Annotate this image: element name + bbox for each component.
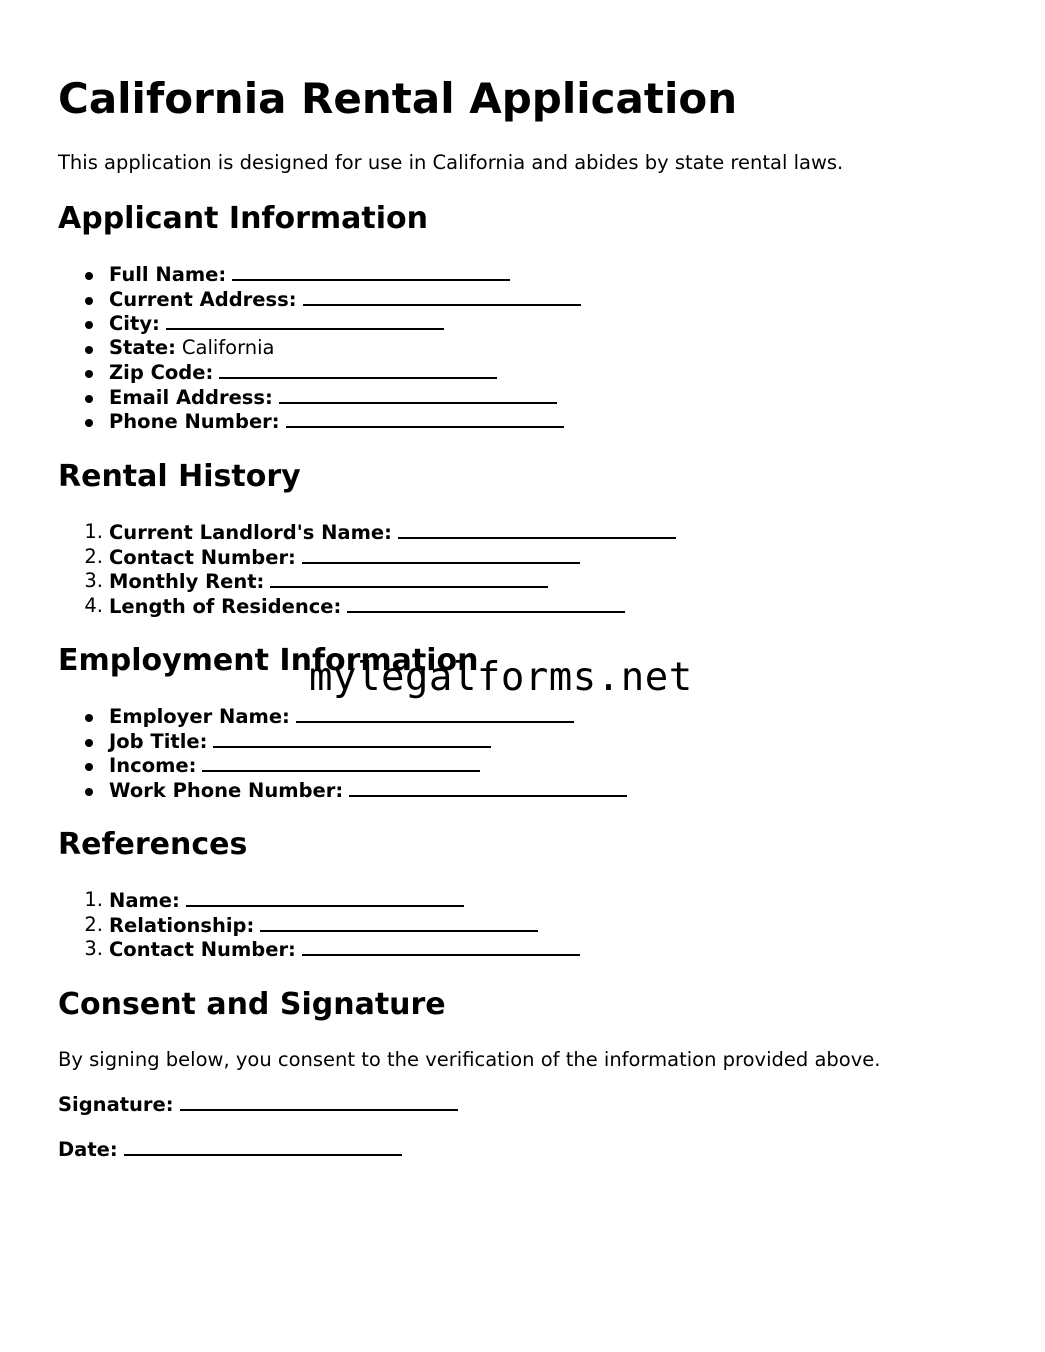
field-label: Relationship:	[109, 913, 255, 937]
date-label: Date:	[58, 1138, 118, 1161]
signature-label: Signature:	[58, 1093, 174, 1116]
field-label: City:	[109, 312, 160, 335]
bullet-icon	[85, 346, 93, 354]
field-label: Contact Number:	[109, 938, 296, 961]
field-monthly-rent	[58, 569, 676, 594]
rental-history-heading: Rental History	[58, 459, 301, 494]
field-label: Current Address:	[109, 287, 297, 311]
bullet-icon	[85, 370, 93, 378]
field-email-address	[58, 385, 581, 410]
job-title-blank[interactable]	[213, 729, 491, 748]
bullet-icon	[85, 395, 93, 403]
full-name-blank[interactable]	[232, 262, 510, 281]
reference-name-blank[interactable]	[186, 888, 464, 907]
email-address-blank[interactable]	[279, 385, 557, 404]
bullet-icon	[85, 321, 93, 329]
field-label: Contact Number:	[109, 545, 296, 569]
field-work-phone-number	[58, 778, 627, 803]
zip-code-blank[interactable]	[219, 360, 497, 379]
field-state	[58, 336, 581, 361]
income-blank[interactable]	[202, 753, 480, 772]
field-label: Full Name:	[109, 263, 227, 286]
list-number: 2.	[84, 544, 103, 568]
date-blank[interactable]	[124, 1137, 402, 1156]
field-length-of-residence	[58, 594, 676, 619]
field-city	[58, 311, 581, 336]
landlord-contact-blank[interactable]	[302, 545, 580, 564]
rental-history-fields	[58, 520, 676, 618]
bullet-icon	[85, 272, 93, 280]
length-of-residence-blank[interactable]	[347, 594, 625, 613]
consent-heading: Consent and Signature	[58, 987, 446, 1022]
landlord-name-blank[interactable]	[398, 520, 676, 539]
field-label: Income:	[109, 754, 197, 777]
current-address-blank[interactable]	[303, 287, 581, 306]
list-number: 3.	[84, 569, 103, 592]
list-number: 2.	[84, 912, 103, 936]
state-value: California	[181, 335, 275, 359]
bullet-icon	[85, 714, 93, 722]
bullet-icon	[85, 297, 93, 305]
field-label: Current Landlord's Name:	[109, 521, 392, 544]
consent-text: By signing below, you consent to the verification of the information provided above.	[58, 1048, 881, 1071]
field-contact-number	[58, 545, 676, 570]
applicant-fields	[58, 262, 581, 434]
document-title: California Rental Application	[58, 74, 738, 123]
field-landlord-name	[58, 520, 676, 545]
field-label: State:	[109, 335, 176, 359]
field-label: Job Title:	[109, 729, 208, 753]
field-zip-code	[58, 360, 581, 385]
field-label: Monthly Rent:	[109, 570, 265, 593]
bullet-icon	[85, 739, 93, 747]
references-heading: References	[58, 827, 248, 862]
phone-number-blank[interactable]	[286, 409, 564, 428]
field-reference-name	[58, 888, 580, 913]
field-income	[58, 753, 627, 778]
field-reference-relationship	[58, 913, 580, 938]
employer-name-blank[interactable]	[296, 704, 574, 723]
list-number: 4.	[84, 593, 103, 617]
reference-relationship-blank[interactable]	[260, 913, 538, 932]
date-row	[58, 1137, 402, 1163]
field-label: Zip Code:	[109, 361, 214, 384]
reference-contact-blank[interactable]	[302, 937, 580, 956]
bullet-icon	[85, 788, 93, 796]
references-fields	[58, 888, 580, 962]
city-blank[interactable]	[166, 311, 444, 330]
field-job-title	[58, 729, 627, 754]
monthly-rent-blank[interactable]	[270, 569, 548, 588]
employment-fields	[58, 704, 627, 802]
field-reference-contact	[58, 937, 580, 962]
field-label: Email Address:	[109, 385, 273, 409]
field-label: Phone Number:	[109, 410, 280, 433]
work-phone-blank[interactable]	[349, 778, 627, 797]
field-phone-number	[58, 409, 581, 434]
field-label: Employer Name:	[109, 705, 290, 728]
field-label: Length of Residence:	[109, 594, 342, 618]
list-number: 1.	[84, 520, 103, 543]
signature-row	[58, 1092, 458, 1118]
list-number: 3.	[84, 937, 103, 960]
bullet-icon	[85, 419, 93, 427]
list-number: 1.	[84, 888, 103, 911]
signature-blank[interactable]	[180, 1092, 458, 1111]
field-label: Name:	[109, 889, 180, 912]
bullet-icon	[85, 763, 93, 771]
field-full-name	[58, 262, 581, 287]
applicant-heading: Applicant Information	[58, 201, 428, 236]
field-employer-name	[58, 704, 627, 729]
field-current-address	[58, 287, 581, 312]
intro-text: This application is designed for use in California and abides by state rental laws.	[58, 151, 844, 174]
watermark: mylegalforms.net	[309, 655, 693, 700]
field-label: Work Phone Number:	[109, 778, 344, 802]
employment-heading: Employment Information	[58, 643, 479, 678]
